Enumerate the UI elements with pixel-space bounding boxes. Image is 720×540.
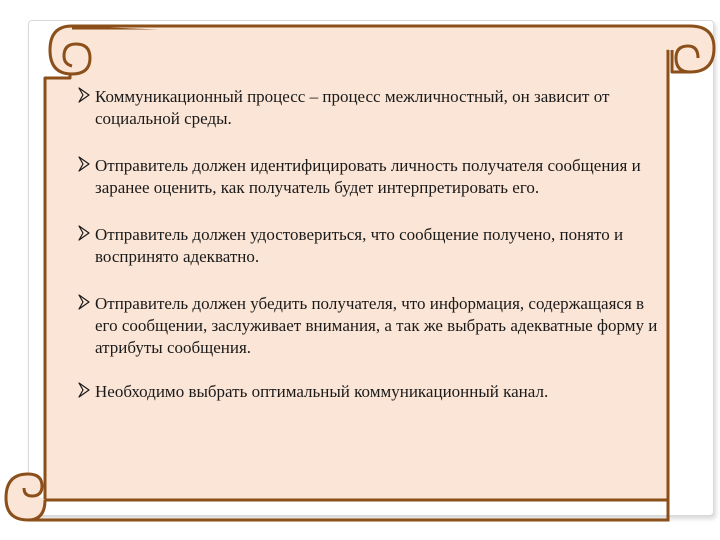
- bullet-list: [78, 86, 658, 428]
- bullet-text: Отправитель должен удостовериться, что сообщение получено, понято и воспринято адекватно.: [95, 225, 624, 266]
- bullet-item: [78, 293, 658, 359]
- bullet-text: Отправитель должен идентифицировать личность получателя сообщения и заранее оценить, как получатель будет интерпретировать его.: [95, 156, 641, 197]
- arrowhead-bullet-icon: [78, 156, 90, 172]
- bullet-item: [78, 224, 658, 268]
- bullet-text: Необходимо выбрать оптимальный коммуникационный канал.: [95, 382, 549, 401]
- arrowhead-bullet-icon: [78, 225, 90, 241]
- bullet-item: [78, 86, 658, 130]
- arrowhead-bullet-icon: [78, 87, 90, 103]
- bullet-item: [78, 381, 658, 403]
- bullet-item: [78, 155, 658, 199]
- arrowhead-bullet-icon: [78, 294, 90, 310]
- arrowhead-bullet-icon: [78, 382, 90, 398]
- bullet-text: Коммуникационный процесс – процесс межличностный, он зависит от социальной среды.: [95, 87, 610, 128]
- bullet-text: Отправитель должен убедить получателя, что информация, содержащаяся в его сообщении, заслуживает внимания, а так же выбрать адекватные форму и атрибуты сообщения.: [95, 294, 658, 357]
